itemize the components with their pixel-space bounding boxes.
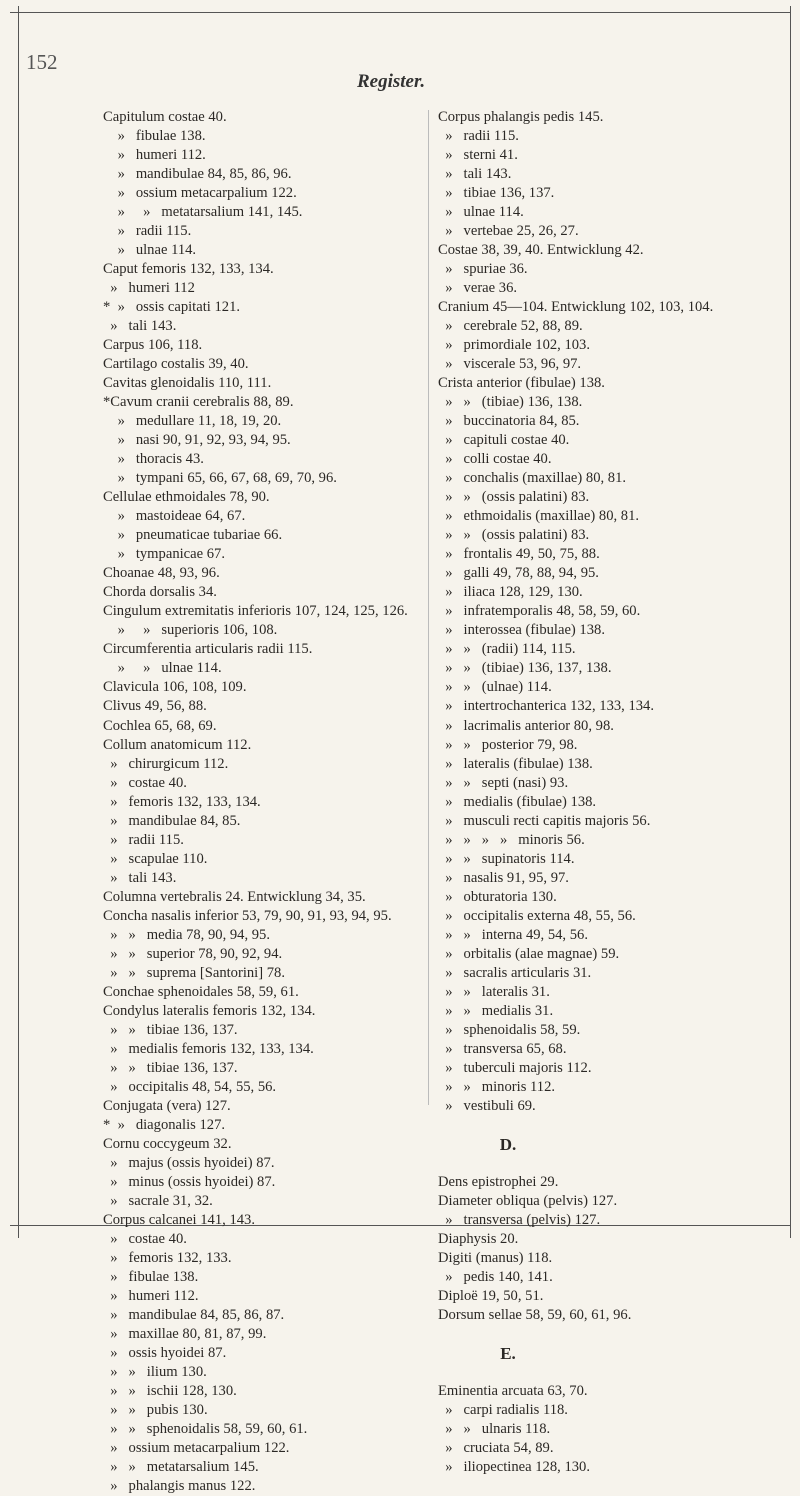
- index-entry: » » posterior 79, 98.: [438, 736, 578, 753]
- index-entry: » transversa 65, 68.: [438, 1040, 567, 1057]
- index-entry: » ulnae 114.: [438, 204, 524, 221]
- index-entry: » ossium metacarpalium 122.: [103, 185, 297, 202]
- index-entry: Caput femoris 132, 133, 134.: [103, 261, 274, 278]
- index-entry: » » (ossis palatini) 83.: [438, 527, 590, 544]
- index-entry: » » suprema [Santorini] 78.: [103, 964, 285, 981]
- index-entry: Conchae sphenoidales 58, 59, 61.: [103, 983, 299, 1000]
- index-entry: » » supinatoris 114.: [438, 850, 575, 867]
- index-entry: » » (tibiae) 136, 137, 138.: [438, 660, 612, 677]
- index-entry: » transversa (pelvis) 127.: [438, 1211, 601, 1228]
- index-entry: » spuriae 36.: [438, 261, 528, 278]
- index-entry: Cingulum extremitatis inferioris 107, 124, 125, 126.: [103, 603, 408, 620]
- index-entry: Choanae 48, 93, 96.: [103, 565, 220, 582]
- index-entry: Concha nasalis inferior 53, 79, 90, 91, 93, 94, 95.: [103, 907, 392, 924]
- index-entry: » » (radii) 114, 115.: [438, 641, 576, 658]
- index-entry: » viscerale 53, 96, 97.: [438, 356, 582, 373]
- index-entry: » fibulae 138.: [103, 128, 206, 145]
- index-entry: » » » » minoris 56.: [438, 831, 585, 848]
- index-entry: » radii 115.: [103, 223, 192, 240]
- page-number: 152: [26, 50, 58, 74]
- index-entry: » mandibulae 84, 85, 86, 96.: [103, 166, 292, 183]
- index-entry: » medialis femoris 132, 133, 134.: [103, 1040, 314, 1057]
- index-entry: » galli 49, 78, 88, 94, 95.: [438, 565, 599, 582]
- index-entry: * » ossis capitati 121.: [103, 299, 241, 316]
- index-entry: Cornu coccygeum 32.: [103, 1135, 232, 1152]
- index-entry: *Cavum cranii cerebralis 88, 89.: [103, 394, 294, 411]
- index-entry: » tympani 65, 66, 67, 68, 69, 70, 96.: [103, 470, 337, 487]
- index-entry: Eminentia arcuata 63, 70.: [438, 1383, 588, 1400]
- index-entry: » infratemporalis 48, 58, 59, 60.: [438, 603, 641, 620]
- index-entry: » musculi recti capitis majoris 56.: [438, 812, 651, 829]
- index-entry: » chirurgicum 112.: [103, 755, 229, 772]
- index-entry: » » metatarsalium 145.: [103, 1459, 259, 1476]
- index-entry: » » (ulnae) 114.: [438, 679, 552, 696]
- index-entry: » frontalis 49, 50, 75, 88.: [438, 546, 600, 563]
- index-entry: » » minoris 112.: [438, 1078, 556, 1095]
- index-entry: » sphenoidalis 58, 59.: [438, 1021, 581, 1038]
- left-column: [103, 108, 433, 1496]
- index-entry: » tibiae 136, 137.: [438, 185, 555, 202]
- index-entry: * » diagonalis 127.: [103, 1116, 226, 1133]
- index-entry: » mandibulae 84, 85, 86, 87.: [103, 1306, 285, 1323]
- index-entry: Cavitas glenoidalis 110, 111.: [103, 375, 272, 392]
- index-entry: » tympanicae 67.: [103, 546, 225, 563]
- index-entry: Carpus 106, 118.: [103, 337, 203, 354]
- index-entry: Digiti (manus) 118.: [438, 1249, 553, 1266]
- index-entry: » pneumaticae tubariae 66.: [103, 527, 283, 544]
- index-entry: » mastoideae 64, 67.: [103, 508, 246, 525]
- index-entry: » femoris 132, 133, 134.: [103, 793, 261, 810]
- index-entry: Crista anterior (fibulae) 138.: [438, 375, 605, 392]
- index-entry: [438, 1116, 788, 1135]
- index-entry: [438, 1325, 788, 1344]
- index-entry: » phalangis manus 122.: [103, 1478, 256, 1495]
- index-entry: » radii 115.: [103, 831, 184, 848]
- index-entry: » lacrimalis anterior 80, 98.: [438, 717, 614, 734]
- index-entry: » vestibuli 69.: [438, 1097, 536, 1114]
- index-entry: » » septi (nasi) 93.: [438, 774, 569, 791]
- index-entry: Conjugata (vera) 127.: [103, 1097, 231, 1114]
- index-entry: » fibulae 138.: [103, 1268, 199, 1285]
- index-entry: » mandibulae 84, 85.: [103, 812, 241, 829]
- index-entry: » scapulae 110.: [103, 850, 208, 867]
- index-entry: » humeri 112.: [103, 147, 206, 164]
- index-entry: » costae 40.: [103, 1230, 187, 1247]
- index-entry: Condylus lateralis femoris 132, 134.: [103, 1002, 316, 1019]
- index-entry: Diameter obliqua (pelvis) 127.: [438, 1192, 618, 1209]
- index-entry: » sacralis articularis 31.: [438, 964, 592, 981]
- index-entry: » tali 143.: [103, 869, 177, 886]
- index-entry: » maxillae 80, 81, 87, 99.: [103, 1326, 267, 1342]
- index-entry: Cartilago costalis 39, 40.: [103, 356, 249, 373]
- index-entry: » verae 36.: [438, 280, 518, 297]
- index-entry: » » pubis 130.: [103, 1402, 208, 1419]
- index-entry: » humeri 112: [103, 280, 195, 297]
- index-entry: Dorsum sellae 58, 59, 60, 61, 96.: [438, 1306, 632, 1323]
- index-entry: » » metatarsalium 141, 145.: [103, 204, 303, 221]
- index-entry: » tuberculi majoris 112.: [438, 1059, 592, 1076]
- index-entry: Cellulae ethmoidales 78, 90.: [103, 489, 270, 506]
- index-entry: » » tibiae 136, 137.: [103, 1059, 238, 1076]
- index-entry: » primordiale 102, 103.: [438, 337, 590, 354]
- index-entry: » ethmoidalis (maxillae) 80, 81.: [438, 508, 640, 525]
- index-entry: » ulnae 114.: [103, 242, 197, 259]
- index-entry: Capitulum costae 40.: [103, 109, 227, 125]
- index-entry: » » lateralis 31.: [438, 983, 550, 1000]
- index-entry: » » interna 49, 54, 56.: [438, 926, 588, 943]
- index-entry: » colli costae 40.: [438, 451, 552, 468]
- index-entry: » nasi 90, 91, 92, 93, 94, 95.: [103, 432, 291, 449]
- index-entry: » » ilium 130.: [103, 1364, 207, 1381]
- index-entry: » cruciata 54, 89.: [438, 1440, 554, 1457]
- right-rule: [790, 6, 791, 1238]
- index-entry: » sterni 41.: [438, 147, 518, 164]
- index-entry: » tali 143.: [438, 166, 512, 183]
- index-entry: [438, 1154, 788, 1173]
- index-entry: Cochlea 65, 68, 69.: [103, 717, 217, 734]
- index-entry: » » sphenoidalis 58, 59, 60, 61.: [103, 1421, 308, 1438]
- index-entry: » medullare 11, 18, 19, 20.: [103, 413, 282, 430]
- index-entry: » radii 115.: [438, 128, 519, 145]
- index-entry: Cranium 45—104. Entwicklung 102, 103, 104.: [438, 299, 714, 316]
- index-entry: Clivus 49, 56, 88.: [103, 698, 207, 715]
- section-letter: D.: [499, 1134, 517, 1154]
- index-entry: Chorda dorsalis 34.: [103, 584, 217, 601]
- index-entry: » » superior 78, 90, 92, 94.: [103, 945, 283, 962]
- index-entry: Clavicula 106, 108, 109.: [103, 679, 247, 696]
- index-entry: » pedis 140, 141.: [438, 1268, 553, 1285]
- top-rule: [10, 12, 790, 13]
- index-entry: » » (tibiae) 136, 138.: [438, 394, 583, 411]
- index-entry: » nasalis 91, 95, 97.: [438, 869, 569, 886]
- right-column: [438, 108, 788, 1477]
- index-entry: » interossea (fibulae) 138.: [438, 622, 605, 639]
- index-entry: » iliaca 128, 129, 130.: [438, 584, 583, 601]
- index-entry: » majus (ossis hyoidei) 87.: [103, 1154, 275, 1171]
- index-entry: Columna vertebralis 24. Entwicklung 34, 35.: [103, 888, 366, 905]
- index-entry: » iliopectinea 128, 130.: [438, 1459, 590, 1476]
- index-entry: » » media 78, 90, 94, 95.: [103, 926, 271, 943]
- index-entry: » vertebae 25, 26, 27.: [438, 223, 579, 240]
- index-entry: » obturatoria 130.: [438, 888, 557, 905]
- index-entry: » tali 143.: [103, 318, 177, 335]
- index-entry: » costae 40.: [103, 774, 187, 791]
- index-entry: » » ulnaris 118.: [438, 1421, 551, 1438]
- index-entry: » » ulnae 114.: [103, 660, 222, 677]
- index-entry: Dens epistrophei 29.: [438, 1173, 559, 1190]
- index-entry: » minus (ossis hyoidei) 87.: [103, 1173, 276, 1190]
- index-entry: » humeri 112.: [103, 1287, 199, 1304]
- index-entry: Corpus phalangis pedis 145.: [438, 109, 604, 125]
- section-letter: E.: [500, 1344, 516, 1364]
- index-entry: » » tibiae 136, 137.: [103, 1021, 238, 1038]
- index-entry: » occipitalis externa 48, 55, 56.: [438, 907, 636, 924]
- index-entry: » cerebrale 52, 88, 89.: [438, 318, 583, 335]
- index-entry: » intertrochanterica 132, 133, 134.: [438, 698, 655, 715]
- index-entry: » conchalis (maxillae) 80, 81.: [438, 470, 627, 487]
- index-entry: Corpus calcanei 141, 143.: [103, 1211, 255, 1228]
- index-entry: » » ischii 128, 130.: [103, 1383, 237, 1400]
- index-entry: » thoracis 43.: [103, 451, 204, 468]
- index-entry: » » superioris 106, 108.: [103, 622, 278, 639]
- index-entry: Diploë 19, 50, 51.: [438, 1287, 544, 1304]
- index-entry: » orbitalis (alae magnae) 59.: [438, 945, 620, 962]
- index-entry: » ossium metacarpalium 122.: [103, 1440, 290, 1457]
- index-entry: » » (ossis palatini) 83.: [438, 489, 590, 506]
- left-rule: [18, 6, 19, 1238]
- running-title: Register.: [357, 71, 426, 92]
- index-entry: Costae 38, 39, 40. Entwicklung 42.: [438, 242, 644, 259]
- index-entry: » buccinatoria 84, 85.: [438, 413, 580, 430]
- index-entry: Circumferentia articularis radii 115.: [103, 641, 313, 658]
- index-entry: Collum anatomicum 112.: [103, 736, 252, 753]
- index-entry: » femoris 132, 133.: [103, 1249, 232, 1266]
- index-entry: » medialis (fibulae) 138.: [438, 793, 597, 810]
- index-entry: » occipitalis 48, 54, 55, 56.: [103, 1078, 277, 1095]
- index-entry: » capituli costae 40.: [438, 432, 570, 449]
- index-entry: » » medialis 31.: [438, 1002, 554, 1019]
- index-entry: Diaphysis 20.: [438, 1230, 519, 1247]
- index-entry: » carpi radialis 118.: [438, 1402, 568, 1419]
- index-entry: » sacrale 31, 32.: [103, 1192, 213, 1209]
- index-entry: » lateralis (fibulae) 138.: [438, 755, 593, 772]
- index-entry: [438, 1363, 788, 1382]
- index-entry: » ossis hyoidei 87.: [103, 1345, 227, 1362]
